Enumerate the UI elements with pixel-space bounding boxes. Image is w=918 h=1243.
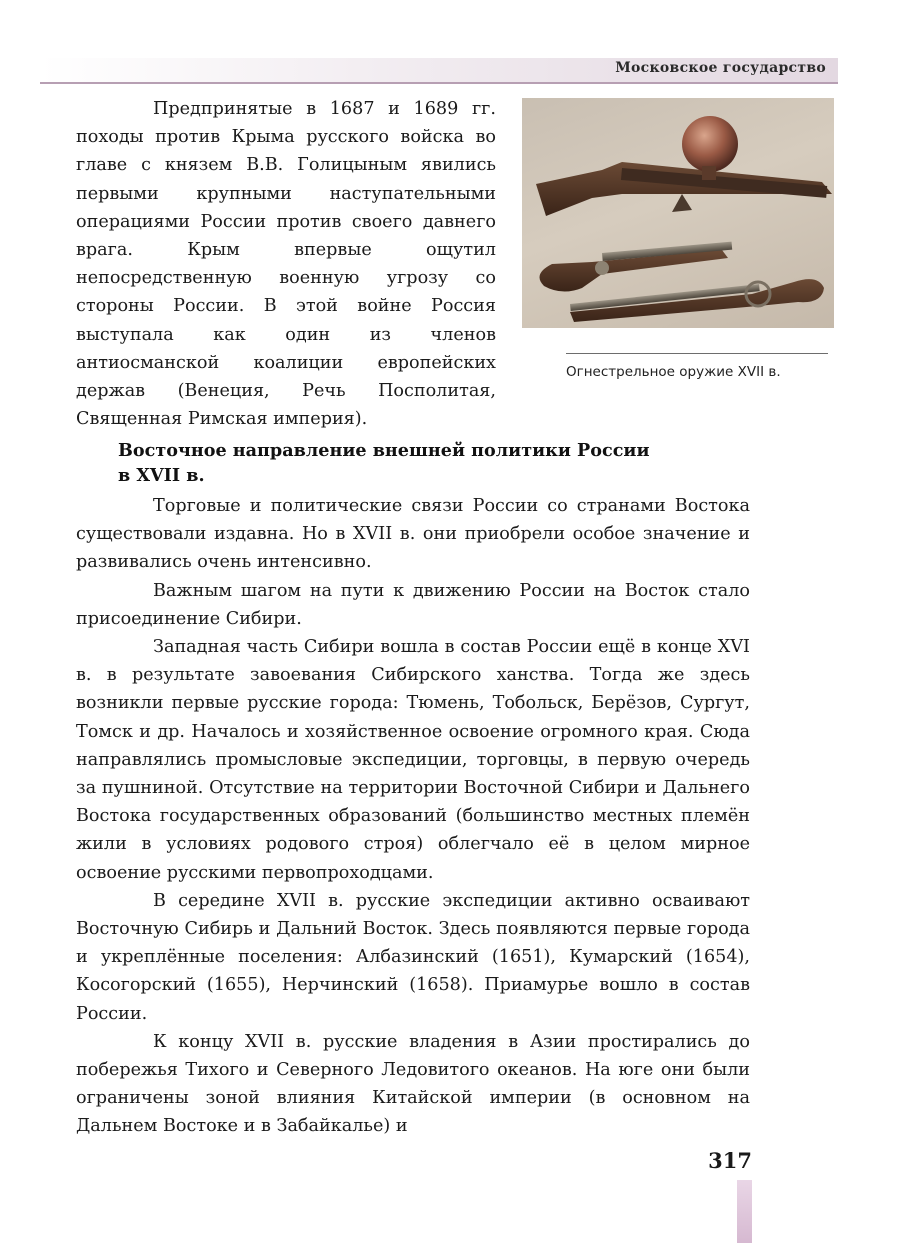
figure-caption: Огнестрельное оружие XVII в. (566, 364, 781, 380)
page-number: 317 (708, 1148, 752, 1173)
paragraph: Важным шагом на пути к движению России на Восток стало присоединение Сибири. (76, 580, 750, 629)
intro-column (76, 95, 496, 433)
section-heading-line2: в XVII в. (118, 465, 205, 486)
firearms-drawing (522, 98, 834, 328)
firearms-illustration (522, 98, 834, 328)
paragraph: В середине XVII в. русские экспедиции активно осваивают Восточную Сибирь и Дальний Восток. Здесь появляются первые города и укреплённые поселения: Албазинский (1651), Кумарский (1654), Косогорский (1655), Нерчинский (1658). Приамурье вошло в состав России. (76, 890, 750, 1024)
caption-rule (566, 353, 828, 354)
running-head: Московское государство (615, 60, 826, 76)
page-edge-marker (737, 1180, 752, 1243)
section-heading (118, 438, 738, 488)
paragraph: К концу XVII в. русские владения в Азии простирались до побережья Тихого и Северного Ледовитого океанов. На юге они были ограничены зоной влияния Китайской империи (в основном на Дальнем Востоке и в Забайкалье) и (76, 1031, 750, 1137)
intro-paragraph: Предпринятые в 1687 и 1689 гг. походы против Крыма русского войска во главе с князем В.В. Голицыным явились первыми крупными наступательными операциями России против своего давнего врага. Крым впервые ощутил непосредственную военную угрозу со стороны России. В этой войне Россия выступала как один из членов антиосманской коалиции европейских держав (Венеция, Речь Посполитая, Священная Римская империя). (76, 99, 496, 430)
header-rule (40, 82, 838, 84)
paragraph: Торговые и политические связи России со странами Востока существовали издавна. Но в XVII в. они приобрели особое значение и развивались очень интенсивно. (76, 496, 750, 573)
section-heading-line1: Восточное направление внешней политики России (118, 440, 650, 461)
paragraph: Западная часть Сибири вошла в состав России ещё в конце XVI в. в результате завоевания Сибирского ханства. Тогда же здесь возникли первые русские города: Тюмень, Тобольск, Берёзов, Сургут, Томск и др. Началось и хозяйственное освоение огромного края. Сюда направлялись промысловые экспедиции, торговцы, в первую очередь за пушниной. Отсутствие на территории Восточной Сибири и Дальнего Востока государственных образований (большинство местных племён жили в условиях родового строя) облегчало её в целом мирное освоение русскими первопроходцами. (76, 637, 750, 883)
ball-reservoir (682, 116, 738, 172)
section-body (76, 492, 750, 1141)
